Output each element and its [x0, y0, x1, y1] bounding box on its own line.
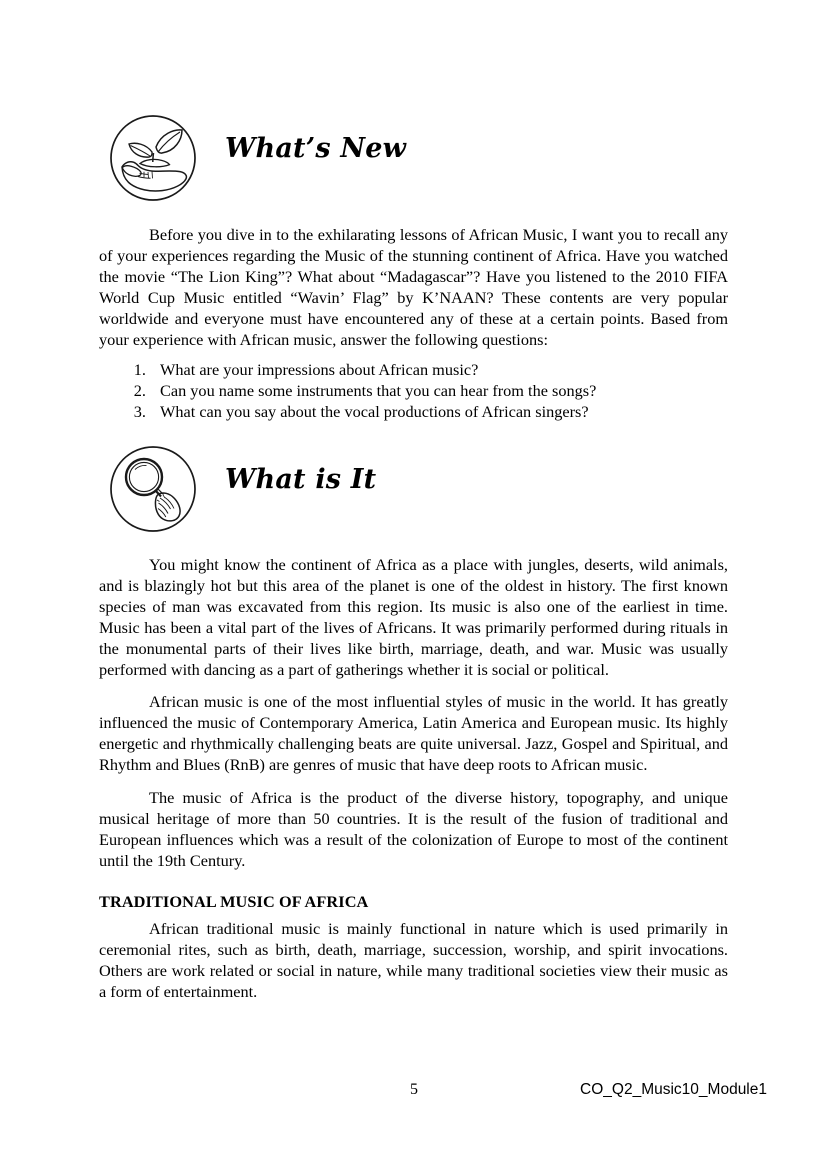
list-item: 2. Can you name some instruments that you can hear from the songs?	[150, 380, 728, 401]
hand-holding-magnifier-icon	[108, 444, 198, 534]
list-item: 1. What are your impressions about African music?	[150, 359, 728, 380]
section-header-what-is-it	[99, 444, 728, 536]
spacer-after-whats-new-header	[99, 205, 728, 224]
list-item: 3. What can you say about the vocal productions of African singers?	[150, 401, 728, 422]
spacer-before-what-is-it	[99, 422, 728, 444]
what-is-it-paragraph-3: The music of Africa is the product of the diverse history, topography, and unique musical heritage of more than 50 countries. It is the result of the fusion of traditional and European influences which was a result of the colonization of Europe to most of the continent until the 19th Century.	[99, 787, 728, 870]
page-content	[99, 0, 728, 1002]
what-is-it-paragraph-2: African music is one of the most influential styles of music in the world. It has greatly influenced the music of Contemporary America, Latin America and European music. Its highly energetic and rhythmically challenging beats are quite universal. Jazz, Gospel and Spiritual, and Rhythm and Blues (RnB) are genres of music that have deep roots to African music.	[99, 692, 728, 775]
whats-new-intro-paragraph: Before you dive in to the exhilarating lessons of African Music, I want you to recall any of your experiences regarding the Music of the stunning continent of Africa. Have you watched the movie “The Lion King”? What about “Madagascar”? Have you listened to the 2010 FIFA World Cup Music entitled “Wavin’ Flag” by K’NAAN? These contents are very popular worldwide and everyone must have encountered any of these at a certain points. Based from your experience with African music, answer the following questions:	[99, 225, 728, 350]
footer-module-code: CO_Q2_Music10_Module1	[580, 1081, 767, 1098]
top-spacer	[99, 0, 728, 113]
section-title-what-is-it: What is It	[225, 463, 377, 495]
page-footer	[0, 1079, 828, 1105]
section-title-whats-new: What’s New	[225, 133, 407, 164]
traditional-music-paragraph: African traditional music is mainly functional in nature which is used primarily in ceremonial rites, such as birth, death, marriage, succession, worship, and spirit invocations. Others are work related or social in nature, while many traditional societies view their music as a form of entertainment.	[99, 918, 728, 1002]
footer-page-number: 5	[410, 1081, 418, 1098]
whats-new-question-list	[99, 359, 728, 422]
section-header-whats-new	[99, 113, 728, 205]
spacer-after-what-is-it-header	[99, 536, 728, 554]
what-is-it-paragraph-1: You might know the continent of Africa as a place with jungles, deserts, wild animals, and is blazingly hot but this area of the planet is one of the oldest in history. The first known species of man was excavated from this region. Its music is also one of the earliest in time. Music has been a vital part of the lives of Africans. It was primarily performed during rituals in the monumental parts of their lives like birth, marriage, death, and war. Music was usually performed with dancing as a part of gatherings whether it is social or political.	[99, 554, 728, 680]
subheading-traditional-music-of-africa: TRADITIONAL MUSIC OF AFRICA	[99, 891, 369, 911]
spacer-before-subheading	[99, 871, 728, 891]
hand-holding-sprout-icon	[108, 113, 198, 203]
